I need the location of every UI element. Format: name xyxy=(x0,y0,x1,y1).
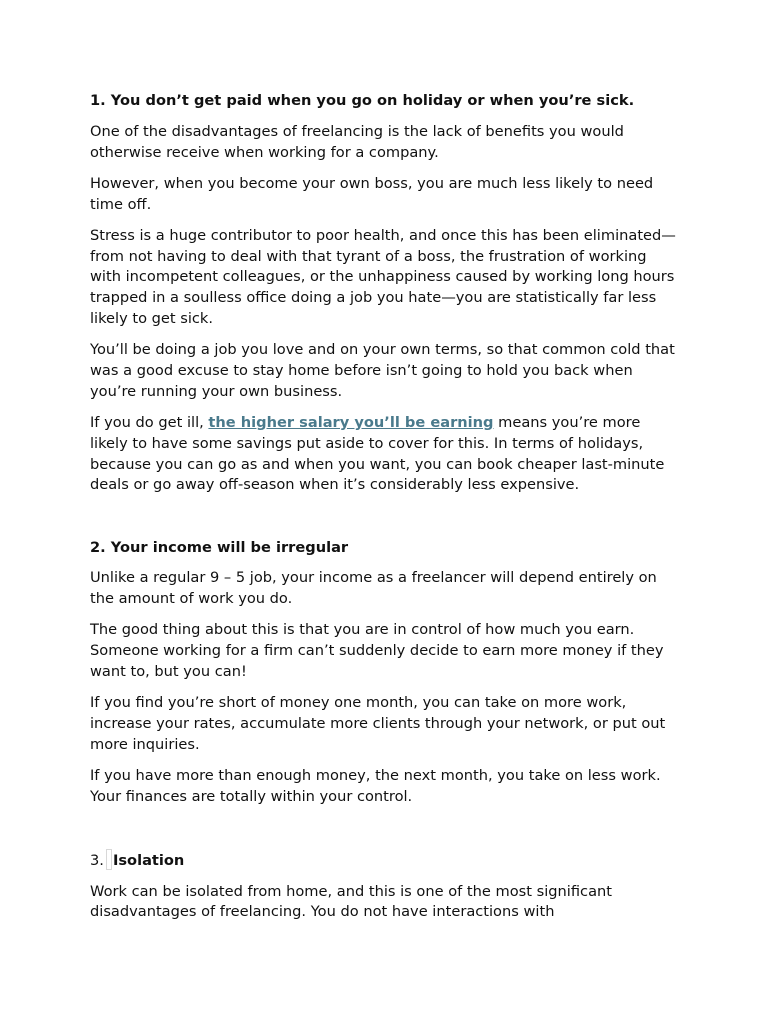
section-2-paragraph-4: If you have more than enough money, the next month, you take on less work. Your finances are totally within your control. xyxy=(90,766,661,805)
higher-salary-link[interactable]: the higher salary you’ll be earning xyxy=(208,413,494,431)
section-2-paragraph-2: The good thing about this is that you are in control of how much you earn. Someone working for a firm can’t suddenly decide to earn more money if they want to, but you can! xyxy=(90,621,664,680)
section-1-paragraph-1: One of the disadvantages of freelancing is the lack of benefits you would otherwise receive when working for a company. xyxy=(90,122,624,161)
section-2-paragraph-3: If you find you’re short of money one month, you can take on more work, increase your rates, accumulate more clients through your network, or put out more inquiries. xyxy=(90,694,666,753)
section-1-heading: 1. You don’t get paid when you go on holiday or when you’re sick. xyxy=(90,92,635,109)
section-1-paragraph-3: Stress is a huge contributor to poor health, and once this has been eliminated—from not having to deal with that tyrant of a boss, the frustration of working with incompetent colleagues, or the unhappiness caused by working long hours trapped in a soulless office doing a job you hate—you are statistically far less likely to get sick. xyxy=(90,226,676,327)
document-body xyxy=(90,91,680,934)
section-spacer xyxy=(90,818,680,849)
section-1-paragraph-2: However, when you become your own boss, you are much less likely to need time off. xyxy=(90,174,654,213)
cursor-marker xyxy=(106,849,112,870)
section-spacer xyxy=(90,507,680,538)
section-3-heading xyxy=(90,849,680,872)
paragraph-5-text-before: If you do get ill, xyxy=(90,413,209,431)
section-3-number: 3. xyxy=(90,851,104,869)
section-2-heading: 2. Your income will be irregular xyxy=(90,538,349,556)
section-1-paragraph-4: You’ll be doing a job you love and on your own terms, so that common cold that was a good excuse to stay home before isn’t going to hold you back when you’re running your own business. xyxy=(90,341,675,400)
paragraph-5-text-after: means you’re more likely to have some savings put aside to cover for this. In terms of holidays, because you can go as and when you want, you can book cheaper last-minute deals or go away off-season when it’s considerably less expensive. xyxy=(90,413,665,494)
section-2-paragraph-1: Unlike a regular 9 – 5 job, your income as a freelancer will depend entirely on the amount of work you do. xyxy=(90,569,657,608)
section-3-title: Isolation xyxy=(112,851,185,869)
section-3-paragraph-1: Work can be isolated from home, and this is one of the most significant disadvantages of freelancing. You do not have interactions with xyxy=(90,882,612,921)
section-1-paragraph-5 xyxy=(90,413,680,496)
